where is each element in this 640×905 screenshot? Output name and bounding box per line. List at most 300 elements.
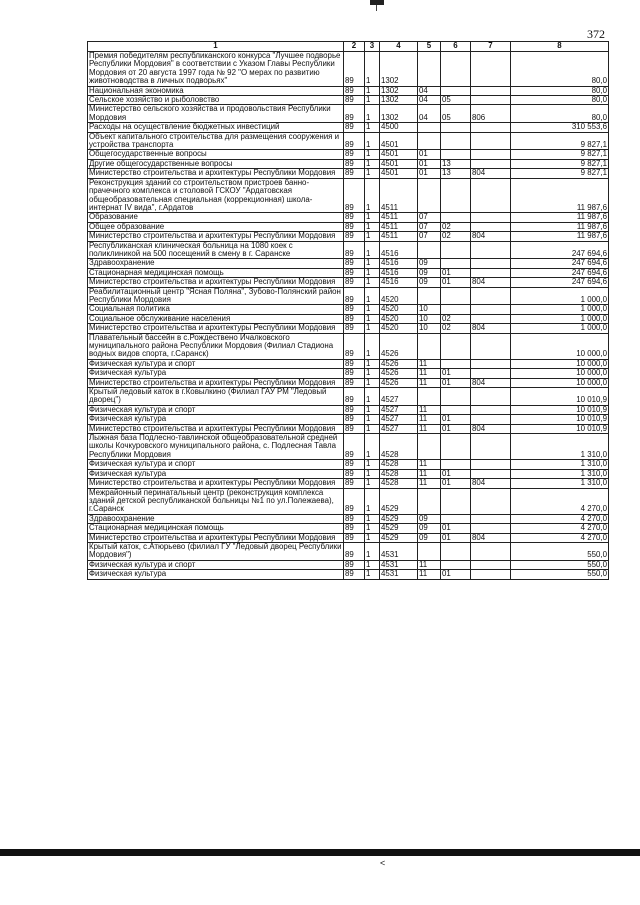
cell-description: Крытый каток, с.Атюрьево (филиал ГУ "Ледовый дворец Республики Мордовия"): [89, 542, 342, 560]
cell-subsection: 01: [441, 278, 471, 287]
cell-amount: 247 694,6: [511, 268, 609, 277]
cell-subsection: [441, 123, 471, 132]
cell-amount: 4 270,0: [511, 533, 609, 542]
cell-amount: 11 987,6: [511, 222, 609, 231]
cell-code-b: 1: [365, 213, 380, 222]
cell-code-b: 1: [365, 86, 380, 95]
cell-code-b: 1: [365, 514, 380, 523]
cell-department: 806: [471, 105, 511, 123]
cell-amount: 80,0: [511, 52, 609, 87]
cell-target-article: 4527: [380, 424, 418, 433]
cell-description: Образование: [88, 213, 344, 222]
cell-department: [471, 333, 511, 359]
cell-target-article: 4511: [380, 222, 418, 231]
cell-section: 04: [418, 105, 441, 123]
cell-section: 10: [418, 305, 441, 314]
cell-target-article: 4527: [380, 405, 418, 414]
cell-section: 11: [418, 359, 441, 368]
cell-code-b: 1: [365, 241, 380, 259]
cell-amount: 10 010,9: [511, 405, 609, 414]
cell-amount: 9 827,1: [511, 159, 609, 168]
cell-target-article: 4501: [380, 159, 418, 168]
cell-subsection: 01: [441, 369, 471, 378]
table-row: [88, 232, 609, 241]
cell-subsection: 01: [441, 479, 471, 488]
table-row: [88, 178, 609, 213]
cell-code-b: 1: [365, 222, 380, 231]
cell-subsection: [441, 259, 471, 268]
scan-top-mark: [370, 0, 384, 5]
cell-code-a: 89: [344, 305, 365, 314]
cell-code-b: 1: [365, 96, 380, 105]
cell-department: [471, 259, 511, 268]
cell-description: Физическая культура: [88, 469, 344, 478]
header-cell: 4: [380, 42, 418, 52]
cell-code-b: 1: [365, 278, 380, 287]
cell-subsection: 02: [441, 324, 471, 333]
cell-description: Объект капитального строительства для размещения сооружения и устройства транспорта: [88, 132, 344, 150]
cell-subsection: 05: [441, 105, 471, 123]
cell-target-article: 4516: [380, 259, 418, 268]
cell-code-a: 89: [344, 388, 365, 406]
cell-code-b: 1: [365, 159, 380, 168]
cell-description: Стационарная медицинская помощь: [88, 268, 344, 277]
cell-subsection: [441, 434, 471, 460]
cell-description: Министерство сельского хозяйства и продовольствия Республики Мордовия: [88, 105, 344, 123]
cell-department: [471, 359, 511, 368]
cell-amount: 10 000,0: [511, 378, 609, 387]
cell-target-article: 4529: [380, 524, 418, 533]
cell-department: [471, 460, 511, 469]
cell-code-a: 89: [344, 52, 365, 87]
cell-department: [471, 542, 511, 560]
cell-code-a: 89: [344, 287, 365, 305]
cell-section: [418, 434, 441, 460]
cell-section: [418, 333, 441, 359]
cell-code-a: 89: [344, 213, 365, 222]
cell-code-a: 89: [344, 159, 365, 168]
cell-department: [471, 560, 511, 569]
cell-section: 01: [418, 159, 441, 168]
cell-code-a: 89: [344, 359, 365, 368]
cell-code-b: 1: [365, 333, 380, 359]
cell-amount: 11 987,6: [511, 232, 609, 241]
cell-description: Министерство строительства и архитектуры Республики Мордовия: [88, 533, 344, 542]
table-row: [88, 150, 609, 159]
cell-section: [418, 241, 441, 259]
cell-description: Министерство строительства и архитектуры Республики Мордовия: [88, 378, 344, 387]
cell-description: Социальное обслуживание населения: [88, 314, 344, 323]
table-row: [88, 132, 609, 150]
table-row: [88, 460, 609, 469]
cell-section: 01: [418, 150, 441, 159]
cell-department: [471, 268, 511, 277]
cell-code-a: 89: [344, 324, 365, 333]
cell-target-article: 1302: [380, 96, 418, 105]
cell-department: [471, 469, 511, 478]
cell-subsection: [441, 460, 471, 469]
cell-department: 804: [471, 479, 511, 488]
cell-amount: 1 000,0: [511, 314, 609, 323]
cell-code-a: 89: [344, 268, 365, 277]
cell-subsection: 01: [441, 378, 471, 387]
cell-code-b: 1: [365, 479, 380, 488]
cell-subsection: [441, 542, 471, 560]
cell-amount: 10 010,9: [511, 415, 609, 424]
cell-target-article: 1302: [380, 86, 418, 95]
table-row: [88, 415, 609, 424]
table-row: [88, 86, 609, 95]
cell-description: Физическая культура и спорт: [88, 460, 344, 469]
cell-subsection: 05: [441, 96, 471, 105]
cell-subsection: [441, 488, 471, 514]
cell-amount: 80,0: [511, 105, 609, 123]
cell-code-a: 89: [344, 460, 365, 469]
cell-description: Общее образование: [88, 222, 344, 231]
cell-amount: 4 270,0: [511, 524, 609, 533]
table-row: [88, 241, 609, 259]
table-row: [88, 287, 609, 305]
cell-amount: 1 000,0: [511, 324, 609, 333]
cell-amount: 9 827,1: [511, 169, 609, 178]
header-cell: 6: [441, 42, 471, 52]
cell-subsection: 02: [441, 232, 471, 241]
cell-amount: 10 000,0: [511, 333, 609, 359]
cell-target-article: 1302: [380, 52, 418, 87]
cell-section: 07: [418, 222, 441, 231]
cell-section: [418, 542, 441, 560]
header-cell: 7: [471, 42, 511, 52]
cell-amount: 10 010,9: [511, 424, 609, 433]
cell-subsection: [441, 560, 471, 569]
table-header-row: [88, 42, 609, 52]
table-row: [88, 268, 609, 277]
cell-department: [471, 222, 511, 231]
cell-code-a: 89: [344, 570, 365, 579]
cell-department: 804: [471, 533, 511, 542]
cell-department: [471, 305, 511, 314]
budget-table: [87, 41, 609, 580]
cell-code-a: 89: [344, 378, 365, 387]
cell-code-a: 89: [344, 514, 365, 523]
cell-target-article: 4501: [380, 169, 418, 178]
cell-code-b: 1: [365, 232, 380, 241]
cell-description: Физическая культура: [88, 570, 344, 579]
cell-subsection: [441, 388, 471, 406]
cell-target-article: 4528: [380, 469, 418, 478]
cell-code-b: 1: [365, 324, 380, 333]
table-row: [88, 378, 609, 387]
cell-section: [418, 287, 441, 305]
cell-code-a: 89: [344, 169, 365, 178]
cell-subsection: [441, 405, 471, 414]
cell-code-a: 89: [344, 241, 365, 259]
cell-department: 804: [471, 378, 511, 387]
table-row: [88, 479, 609, 488]
cell-code-a: 89: [344, 86, 365, 95]
cell-code-b: 1: [365, 105, 380, 123]
cell-target-article: 4529: [380, 514, 418, 523]
table-row: [88, 305, 609, 314]
table-row: [88, 560, 609, 569]
cell-subsection: 13: [441, 169, 471, 178]
cell-subsection: [441, 305, 471, 314]
cell-amount: 11 987,6: [511, 213, 609, 222]
cell-description: Реабилитационный центр "Ясная Поляна", Зубово-Полянский район Республики Мордовия: [88, 287, 344, 305]
cell-code-a: 89: [344, 259, 365, 268]
cell-department: [471, 241, 511, 259]
cell-section: 10: [418, 324, 441, 333]
cell-department: [471, 150, 511, 159]
cell-amount: 10 000,0: [511, 369, 609, 378]
cell-target-article: 4516: [380, 241, 418, 259]
cell-amount: 550,0: [511, 570, 609, 579]
cell-amount: 1 310,0: [511, 469, 609, 478]
cell-code-b: 1: [365, 369, 380, 378]
cell-code-a: 89: [344, 469, 365, 478]
table-row: [88, 424, 609, 433]
cell-target-article: 4531: [380, 542, 418, 560]
cell-code-a: 89: [344, 105, 365, 123]
cell-code-b: 1: [365, 359, 380, 368]
cell-target-article: 4526: [380, 333, 418, 359]
cell-section: 09: [418, 514, 441, 523]
cell-code-b: 1: [365, 460, 380, 469]
cell-description: Республиканская клиническая больница на 1080 коек с поликлиникой на 500 посещений в смену в г. Саранске: [88, 241, 344, 259]
table-row: [88, 123, 609, 132]
table-row: [88, 222, 609, 231]
cell-section: 11: [418, 460, 441, 469]
cell-subsection: [441, 514, 471, 523]
scan-top-tick: [376, 5, 377, 11]
cell-code-b: 1: [365, 434, 380, 460]
cell-description: Министерство строительства и архитектуры Республики Мордовия: [88, 324, 344, 333]
cell-department: [471, 369, 511, 378]
cell-section: 11: [418, 560, 441, 569]
cell-code-b: 1: [365, 424, 380, 433]
cell-section: 04: [418, 86, 441, 95]
cell-subsection: 01: [441, 533, 471, 542]
cell-description: Плавательный бассейн в с.Рождествено Ичалковского муниципального района Республики Мордовия (Филиал Стадиона водных видов спорта, г.Саранск): [88, 333, 344, 359]
cell-target-article: 4520: [380, 314, 418, 323]
cell-code-b: 1: [365, 150, 380, 159]
cell-department: 804: [471, 424, 511, 433]
cell-description: Социальная политика: [88, 305, 344, 314]
cell-department: [471, 415, 511, 424]
cell-description: Министерство строительства и архитектуры Республики Мордовия: [88, 169, 344, 178]
header-cell: 2: [344, 42, 365, 52]
cell-target-article: 4501: [380, 132, 418, 150]
cell-department: 804: [471, 324, 511, 333]
cell-subsection: 02: [441, 314, 471, 323]
cell-code-b: 1: [365, 52, 380, 87]
cell-description: Стационарная медицинская помощь: [88, 524, 344, 533]
cell-code-b: 1: [365, 169, 380, 178]
cell-code-b: 1: [365, 469, 380, 478]
cell-code-b: 1: [365, 305, 380, 314]
cell-description: Крытый ледовый каток в г.Ковылкино (Филиал ГАУ РМ "Ледовый дворец"): [88, 388, 344, 406]
cell-description: Министерство строительства и архитектуры Республики Мордовия: [88, 424, 344, 433]
cell-target-article: 4528: [380, 460, 418, 469]
cell-code-a: 89: [344, 560, 365, 569]
cell-code-b: 1: [365, 560, 380, 569]
cell-section: [418, 388, 441, 406]
cell-subsection: [441, 150, 471, 159]
cell-section: 11: [418, 479, 441, 488]
cell-subsection: 01: [441, 268, 471, 277]
table-row: [88, 159, 609, 168]
header-cell: 8: [511, 42, 609, 52]
cell-amount: 1 310,0: [511, 434, 609, 460]
cell-code-a: 89: [344, 232, 365, 241]
cell-amount: 4 270,0: [511, 488, 609, 514]
cell-code-a: 89: [344, 278, 365, 287]
table-row: [88, 314, 609, 323]
cell-department: [471, 314, 511, 323]
cell-target-article: 4516: [380, 278, 418, 287]
cell-description: Реконструкция зданий со строительством пристроев банно-прачечного комплекса и столовой ГСКОУ "Ардатовская общеобразовательная специальная (коррекционная) школа-интернат IV вида", г.Ардатов: [88, 178, 344, 213]
cell-department: [471, 178, 511, 213]
cell-subsection: [441, 241, 471, 259]
table-row: [88, 333, 609, 359]
cell-code-b: 1: [365, 259, 380, 268]
cell-subsection: [441, 178, 471, 213]
cell-code-b: 1: [365, 123, 380, 132]
cell-code-a: 89: [344, 123, 365, 132]
cell-subsection: [441, 52, 471, 87]
cell-target-article: 4526: [380, 378, 418, 387]
cell-section: [418, 488, 441, 514]
table-row: [88, 434, 609, 460]
cell-section: 04: [418, 96, 441, 105]
cell-department: [471, 96, 511, 105]
cell-department: [471, 388, 511, 406]
cell-section: 09: [418, 533, 441, 542]
cell-amount: 247 694,6: [511, 278, 609, 287]
cell-code-a: 89: [344, 405, 365, 414]
cell-code-b: 1: [365, 378, 380, 387]
cell-department: [471, 86, 511, 95]
cell-description: Физическая культура: [88, 415, 344, 424]
cell-target-article: 4526: [380, 359, 418, 368]
cell-target-article: 4531: [380, 560, 418, 569]
cell-department: [471, 52, 511, 87]
cell-amount: 9 827,1: [511, 150, 609, 159]
cell-section: 11: [418, 424, 441, 433]
cell-amount: 80,0: [511, 96, 609, 105]
cell-department: 804: [471, 232, 511, 241]
table-row: [88, 169, 609, 178]
cell-amount: 1 310,0: [511, 460, 609, 469]
cell-department: [471, 159, 511, 168]
cell-code-a: 89: [344, 479, 365, 488]
cell-code-b: 1: [365, 533, 380, 542]
scan-bottom-bar: [0, 849, 640, 856]
cell-amount: 80,0: [511, 86, 609, 95]
cell-description: Расходы на осуществление бюджетных инвестиций: [88, 123, 344, 132]
table-row: [88, 488, 609, 514]
cell-amount: 310 553,6: [511, 123, 609, 132]
cell-section: 07: [418, 213, 441, 222]
cell-code-a: 89: [344, 132, 365, 150]
cell-department: [471, 213, 511, 222]
cell-amount: 1 000,0: [511, 305, 609, 314]
cell-section: [418, 123, 441, 132]
cell-code-a: 89: [344, 314, 365, 323]
cell-code-a: 89: [344, 333, 365, 359]
table-row: [88, 405, 609, 414]
table-row: [88, 533, 609, 542]
cell-section: [418, 132, 441, 150]
cell-description: Физическая культура и спорт: [88, 560, 344, 569]
cell-code-a: 89: [344, 434, 365, 460]
cell-description: Сельское хозяйство и рыболовство: [88, 96, 344, 105]
cell-amount: 10 010,9: [511, 388, 609, 406]
cell-subsection: [441, 213, 471, 222]
cell-code-b: 1: [365, 287, 380, 305]
cell-department: [471, 287, 511, 305]
cell-department: [471, 514, 511, 523]
cell-code-b: 1: [365, 178, 380, 213]
cell-description: Министерство строительства и архитектуры Республики Мордовия: [88, 479, 344, 488]
cell-description: Физическая культура: [88, 369, 344, 378]
cell-target-article: 4520: [380, 324, 418, 333]
table-row: [88, 105, 609, 123]
header-cell: 3: [365, 42, 380, 52]
cell-subsection: [441, 359, 471, 368]
cell-description: Национальная экономика: [88, 86, 344, 95]
cell-description: Другие общегосударственные вопросы: [88, 159, 344, 168]
cell-target-article: 4520: [380, 287, 418, 305]
cell-code-a: 89: [344, 488, 365, 514]
cell-section: 09: [418, 268, 441, 277]
cell-code-a: 89: [344, 222, 365, 231]
cell-code-b: 1: [365, 268, 380, 277]
table-body: [88, 42, 609, 580]
header-cell: 1: [88, 42, 344, 52]
cell-target-article: 4527: [380, 415, 418, 424]
table-row: [88, 278, 609, 287]
cell-subsection: 01: [441, 524, 471, 533]
cell-department: [471, 123, 511, 132]
table-row: [88, 324, 609, 333]
cell-department: 804: [471, 169, 511, 178]
cell-section: [418, 52, 441, 87]
cell-target-article: 4516: [380, 268, 418, 277]
cell-code-b: 1: [365, 132, 380, 150]
cell-section: 10: [418, 314, 441, 323]
cell-code-b: 1: [365, 314, 380, 323]
cell-section: 11: [418, 405, 441, 414]
cell-department: 804: [471, 278, 511, 287]
cell-department: [471, 132, 511, 150]
cell-section: 11: [418, 369, 441, 378]
cell-target-article: 4527: [380, 388, 418, 406]
cell-code-b: 1: [365, 388, 380, 406]
cell-code-b: 1: [365, 415, 380, 424]
cell-amount: 4 270,0: [511, 514, 609, 523]
cell-target-article: 4511: [380, 213, 418, 222]
cell-code-a: 89: [344, 369, 365, 378]
table-row: [88, 259, 609, 268]
cell-amount: 10 000,0: [511, 359, 609, 368]
cell-subsection: 01: [441, 469, 471, 478]
cell-department: [471, 524, 511, 533]
cell-section: 11: [418, 469, 441, 478]
cell-section: 01: [418, 169, 441, 178]
cell-subsection: [441, 287, 471, 305]
table-row: [88, 388, 609, 406]
